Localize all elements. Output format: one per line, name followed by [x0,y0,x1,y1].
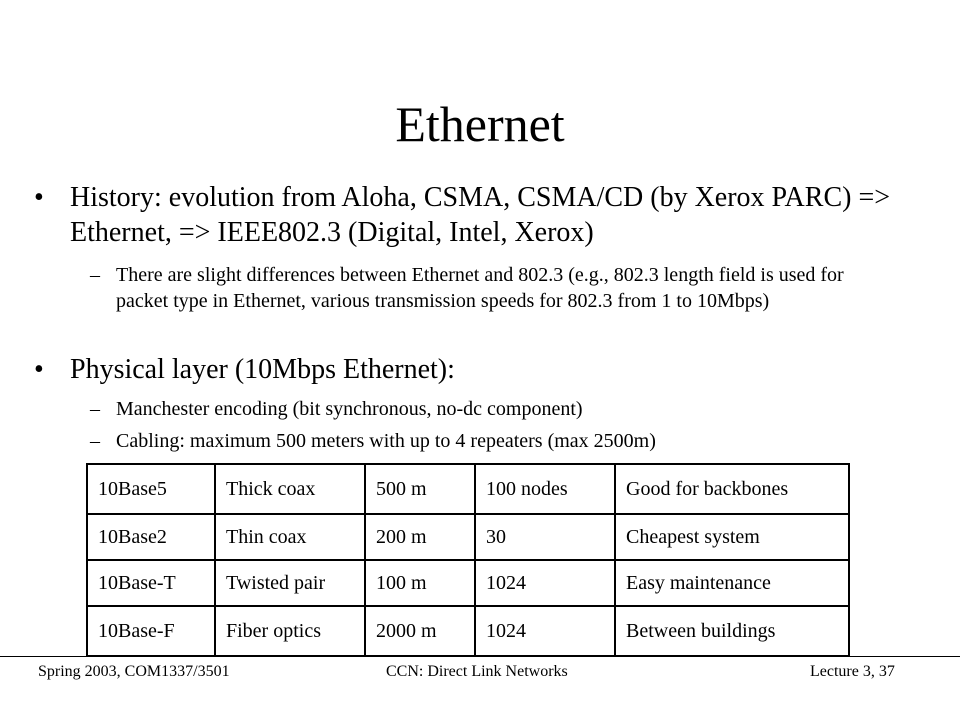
table-cell: 10Base-T [87,560,215,606]
table-row [87,514,849,560]
table-row [87,560,849,606]
table-cell: 10Base2 [87,514,215,560]
footer-divider [0,656,960,657]
bullet-text: Physical layer (10Mbps Ethernet): [70,354,455,385]
table-cell: Easy maintenance [615,560,849,606]
table-cell: 10Base5 [87,464,215,514]
sub-bullet-text: There are slight differences between Ethernet and 802.3 (e.g., 802.3 length field is used for packet type in Ethernet, various transmission speeds for 802.3 from 1 to 10Mbps) [116,264,844,312]
footer-topic: CCN: Direct Link Networks [386,663,568,680]
table-cell: Good for backbones [615,464,849,514]
table-row [87,464,849,514]
footer-course: Spring 2003, COM1337/3501 [38,663,230,680]
sub-bullet-marker: – [90,264,100,286]
table-cell: Thick coax [215,464,365,514]
bullet-text: History: evolution from Aloha, CSMA, CSMA/CD (by Xerox PARC) => Ethernet, => IEEE802.3 (Digital, Intel, Xerox) [70,182,891,248]
bullet-marker: • [34,182,44,213]
sub-bullet-text: Cabling: maximum 500 meters with up to 4 repeaters (max 2500m) [116,430,656,452]
footer-lecture-number: Lecture 3, 37 [810,663,895,680]
table-cell: 30 [475,514,615,560]
sub-bullet-marker: – [90,398,100,420]
page-title: Ethernet [395,96,565,152]
table-row [87,606,849,656]
table-cell: 1024 [475,560,615,606]
table-cell: Cheapest system [615,514,849,560]
bullet-marker: • [34,354,44,385]
table-cell: 200 m [365,514,475,560]
sub-bullet-text: Manchester encoding (bit synchronous, no-dc component) [116,398,583,420]
table-cell: 500 m [365,464,475,514]
table-cell: Between buildings [615,606,849,656]
table-cell: 1024 [475,606,615,656]
table-cell: 100 m [365,560,475,606]
table-cell: Thin coax [215,514,365,560]
table-cell: Fiber optics [215,606,365,656]
ethernet-cabling-table [86,463,850,657]
table-cell: 10Base-F [87,606,215,656]
table-cell: Twisted pair [215,560,365,606]
table-cell: 2000 m [365,606,475,656]
sub-bullet-marker: – [90,430,100,452]
table-cell: 100 nodes [475,464,615,514]
